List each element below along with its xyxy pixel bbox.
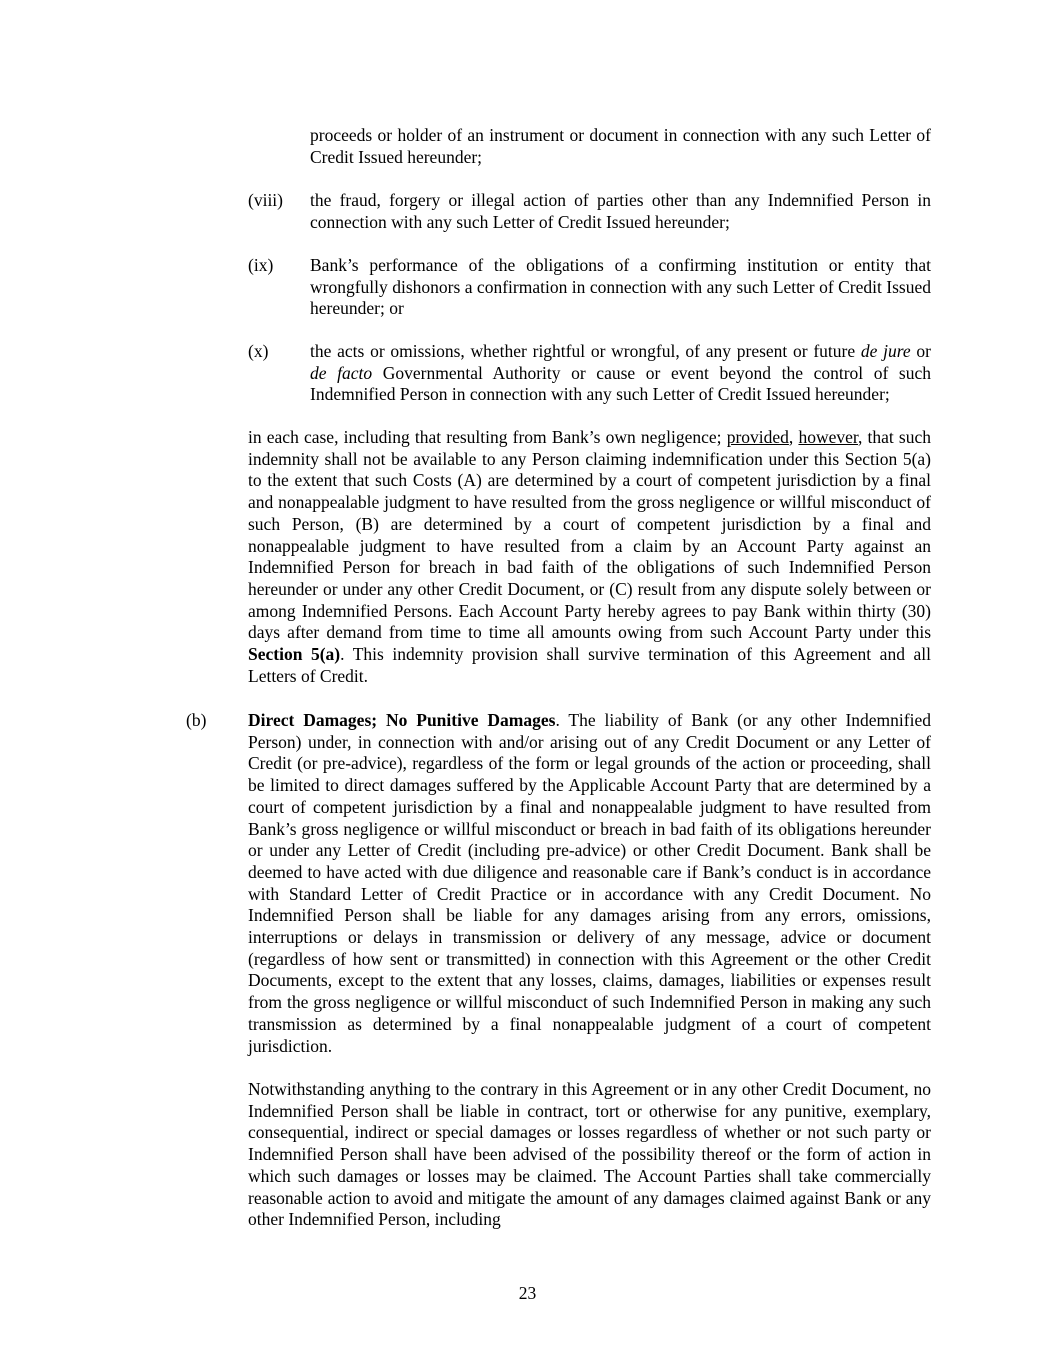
item-marker-viii: (viii) bbox=[248, 190, 283, 210]
closing-underlined-provided: provided bbox=[726, 427, 789, 447]
continuation-paragraph: proceeds or holder of an instrument or document in connection with any such Letter of Credit Issued hereunder; bbox=[310, 125, 931, 167]
section-b-text: . The liability of Bank (or any other Indemnified Person) under, in connection with and/or arising out of any Credit Document or any Letter of Credit (or pre-advice), regardless of the form or legal grounds of the action or proceeding, shall be limited to direct damages suffered by the Applicable Account Party that are determined by a court of competent jurisdiction by a final and nonappealable judgment to have resulted from Bank’s gross negligence or willful misconduct or breach in bad faith of its obligations hereunder or under any Letter of Credit (including pre-advice) or other Credit Document. Bank shall be deemed to have acted with due diligence and reasonable care if Bank’s conduct is in accordance with Standard Letter of Credit Practice or in accordance with any Credit Document. No Indemnified Person shall be liable for any damages arising from any errors, omissions, interruptions or delays in transmission or delivery of any message, advice or document (regardless of how sent or transmitted) in connection with this Agreement or the other Credit Documents, except to the extent that any losses, claims, damages, liabilities or expenses result from the gross negligence or willful misconduct of such Indemnified Person in making any such transmission as determined by a final nonappealable judgment of a court of competent jurisdiction. bbox=[248, 710, 931, 1056]
item-x-italic-de-jure: de jure bbox=[860, 341, 911, 361]
closing-text-part-2: , bbox=[788, 427, 799, 447]
item-text-x bbox=[310, 341, 931, 406]
item-marker-x: (x) bbox=[248, 341, 269, 361]
page-number: 23 bbox=[518, 1283, 537, 1303]
closing-underlined-however: however bbox=[798, 427, 858, 447]
item-text-viii: the fraud, forgery or illegal action of parties other than any Indemnified Person in connection with any such Letter of Credit Issued hereunder; bbox=[310, 190, 931, 232]
item-x-text-part-1: the acts or omissions, whether rightful or wrongful, of any present or future bbox=[310, 341, 861, 361]
section-b-marker: (b) bbox=[186, 710, 207, 730]
item-x-italic-de-facto: de facto bbox=[310, 362, 373, 383]
item-text-ix: Bank’s performance of the obligations of a confirming institution or entity that wrongfully dishonors a confirmation in connection with any such Letter of Credit Issued hereunder; or bbox=[310, 255, 931, 319]
section-b-heading: Direct Damages; No Punitive Damages bbox=[248, 710, 556, 730]
item-x-text-part-2: or bbox=[910, 341, 932, 361]
closing-text-part-1: in each case, including that resulting from Bank’s own negligence; bbox=[248, 427, 727, 447]
section-b-paragraph bbox=[248, 710, 931, 1057]
item-marker-ix: (ix) bbox=[248, 255, 274, 275]
closing-text-part-3: , that such indemnity shall not be available to any Person claiming indemnification under this Section 5(a) to the extent that such Costs (A) are determined by a court of competent jurisdiction by a final and nonappealable judgment to have resulted from the gross negligence or willful misconduct of such Person, (B) are determined by a court of competent jurisdiction by a final and nonappealable judgment to have resulted from a claim by an Account Party against an Indemnified Person for breach in bad faith of the obligations of such Indemnified Person hereunder or under any other Credit Document, or (C) result from any dispute solely between or among Indemnified Persons. Each Account Party hereby agrees to pay Bank within thirty (30) days after demand from time to time all amounts owing from such Account Party under this bbox=[248, 427, 931, 643]
closing-bold-section-ref: Section 5(a) bbox=[248, 644, 341, 665]
notwithstanding-paragraph: Notwithstanding anything to the contrary in this Agreement or in any other Credit Document, no Indemnified Person shall be liable in contract, tort or otherwise for any punitive, exemplary, consequential, indirect or special damages or losses regardless of whether or not such party or Indemnified Person shall have been advised of the possibility thereof or the form of action in which such damages or losses may be claimed. The Account Parties shall take commercially reasonable action to avoid and mitigate the amount of any damages claimed against Bank or any other Indemnified Person, including bbox=[248, 1079, 931, 1230]
item-x-text-part-3: Governmental Authority or cause or event beyond the control of such Indemnified Person in connection with any such Letter of Credit Issued hereunder; bbox=[310, 362, 931, 405]
closing-text-part-4: . This indemnity provision shall survive termination of this Agreement and all Letters of Credit. bbox=[248, 644, 931, 686]
closing-paragraph bbox=[248, 427, 931, 687]
